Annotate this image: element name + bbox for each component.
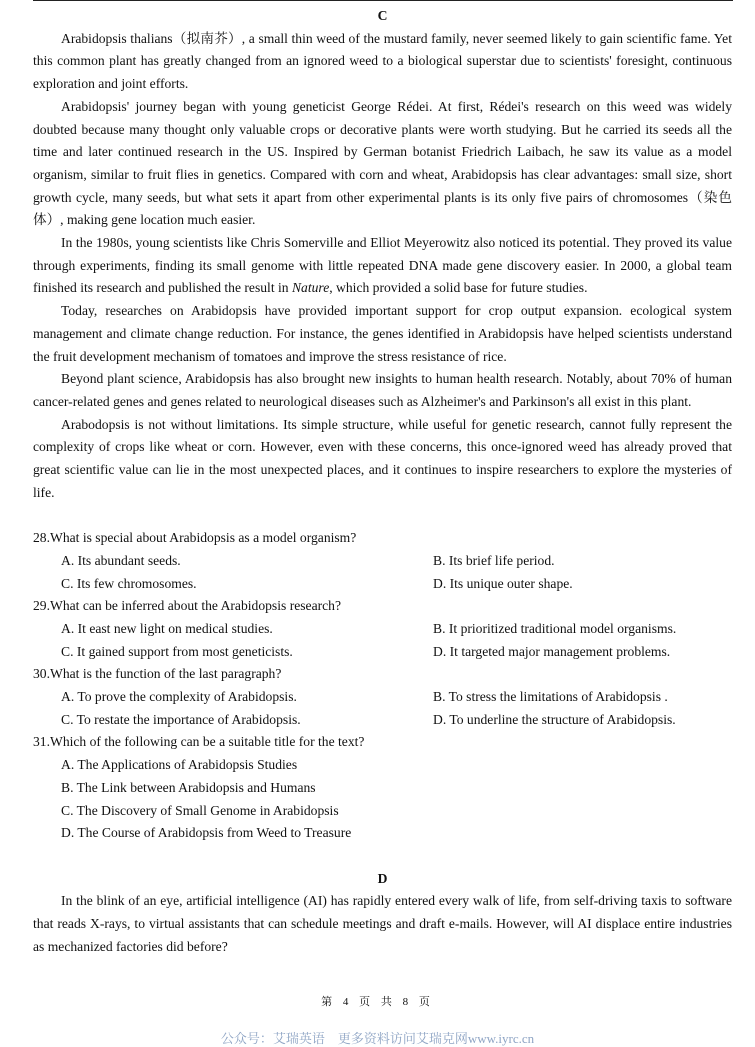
paragraph-text: Arabidopsis' journey began with young geneticist George Rédei. At first, Rédei's research on this weed was widely doubted because many thought only valuable crops or decorative plants were worth studying. But he carried its seeds all the time and later continued research in the US. Inspired by German botanist Friedrich Laibach, he saw its value as a model organism, similar to fruit flies in genetics. Compared with corn and wheat, Arabidopsis has clear advantages: small size, short growth cycle, many seeds, but what sets it apart from other experimental plants is its only five pairs of chromosomes（染色体）, making gene location much easier. [33, 98, 732, 228]
option-a: A. The Applications of Arabidopsis Studies [61, 757, 298, 773]
question-28 [33, 527, 732, 595]
top-rule [33, 0, 733, 1]
option-c: C. To restate the importance of Arabidopsis. [61, 711, 301, 727]
question-stem: 30.What is the function of the last paragraph? [33, 666, 282, 682]
option-c: C. The Discovery of Small Genome in Arabidopsis [61, 802, 339, 818]
option-b: B. Its brief life period. [433, 552, 555, 568]
option-a: A. To prove the complexity of Arabidopsis. [61, 689, 297, 705]
question-stem: 29.What can be inferred about the Arabidopsis research? [33, 598, 341, 614]
paragraph-text: Today, researches on Arabidopsis have provided important support for crop output expansion. ecological system management and climate change reduction. For instance, the genes identified in Arabidopsis have helped scientists understand the fruit development mechanism of tomatoes and improve the stress resistance of rice. [33, 303, 732, 364]
paragraph-text: , which provided a solid base for future studies. [329, 280, 588, 296]
question-stem: 28.What is special about Arabidopsis as a model organism? [33, 530, 357, 546]
watermark: 公众号：艾瑞英语 更多资料访问艾瑞克网www.iyrc.cn [220, 1031, 535, 1046]
paragraph [33, 414, 732, 505]
paragraph-text: Arabodopsis is not without limitations. Its simple structure, while useful for genetic research, cannot fully represent the complexity of crops like wheat or corn. However, even with these concerns, this once-ignored weed has already proved that great scientific value can lie in the most unexpected places, and it continues to inspire researchers to explore the mysteries of life. [33, 416, 732, 500]
option-b: B. It prioritized traditional model organisms. [433, 620, 677, 636]
paragraph-text: Arabidopsis thalians（拟南芥）, a small thin weed of the mustard family, never seemed likely to gain scientific fame. Yet this common plant has greatly changed from an ignored weed to a biological superstar due to scientists' foresight, continuous exploration and joint efforts. [33, 30, 732, 92]
question-stem: 31.Which of the following can be a suitable title for the text? [33, 734, 365, 750]
paragraph-text: Beyond plant science, Arabidopsis has also brought new insights to human health research. Notably, about 70% of human cancer-related genes and genes related to neurological diseases such as Alzheimer's and Parkinson's all exist in this plant. [33, 371, 732, 409]
section-c-heading: C [377, 8, 388, 23]
option-c: C. It gained support from most geneticists. [61, 643, 293, 659]
option-c: C. Its few chromosomes. [61, 575, 197, 591]
paragraph [33, 232, 732, 300]
paragraph: In the blink of an eye, artificial intelligence (AI) has rapidly entered every walk of life, from self-driving taxis to software that reads X-rays, to virtual assistants that can schedule meetings and draft e-mails. However, will AI displace entire industries as mechanized factories did before? [33, 893, 732, 954]
paragraph [33, 28, 732, 96]
document-body [33, 5, 732, 959]
question-29 [33, 595, 732, 663]
option-b: B. To stress the limitations of Arabidopsis . [433, 689, 668, 705]
option-d: D. To underline the structure of Arabidopsis. [433, 711, 676, 727]
journal-name: Nature [291, 280, 330, 296]
option-d: D. Its unique outer shape. [433, 575, 573, 591]
paragraph [33, 368, 732, 413]
option-d: D. It targeted major management problems. [433, 643, 671, 659]
paragraph [33, 96, 732, 232]
paragraph [33, 300, 732, 368]
page-number: 第 4 页 共 8 页 [321, 996, 434, 1008]
option-a: A. It east new light on medical studies. [61, 620, 273, 636]
paragraph-text: In the 1980s, young scientists like Chris Somerville and Elliot Meyerowitz also noticed its potential. They proved its value through experiments, finding its small genome with little repeated DNA made gene discovery easier. In 2000, a global team finished its research and published the result in [33, 235, 732, 296]
option-a: A. Its abundant seeds. [61, 552, 181, 568]
option-b: B. The Link between Arabidopsis and Humans [61, 779, 316, 795]
section-d-heading: D [377, 870, 388, 886]
option-d: D. The Course of Arabidopsis from Weed to Treasure [61, 825, 352, 841]
question-30 [33, 663, 732, 731]
question-31 [33, 731, 732, 845]
